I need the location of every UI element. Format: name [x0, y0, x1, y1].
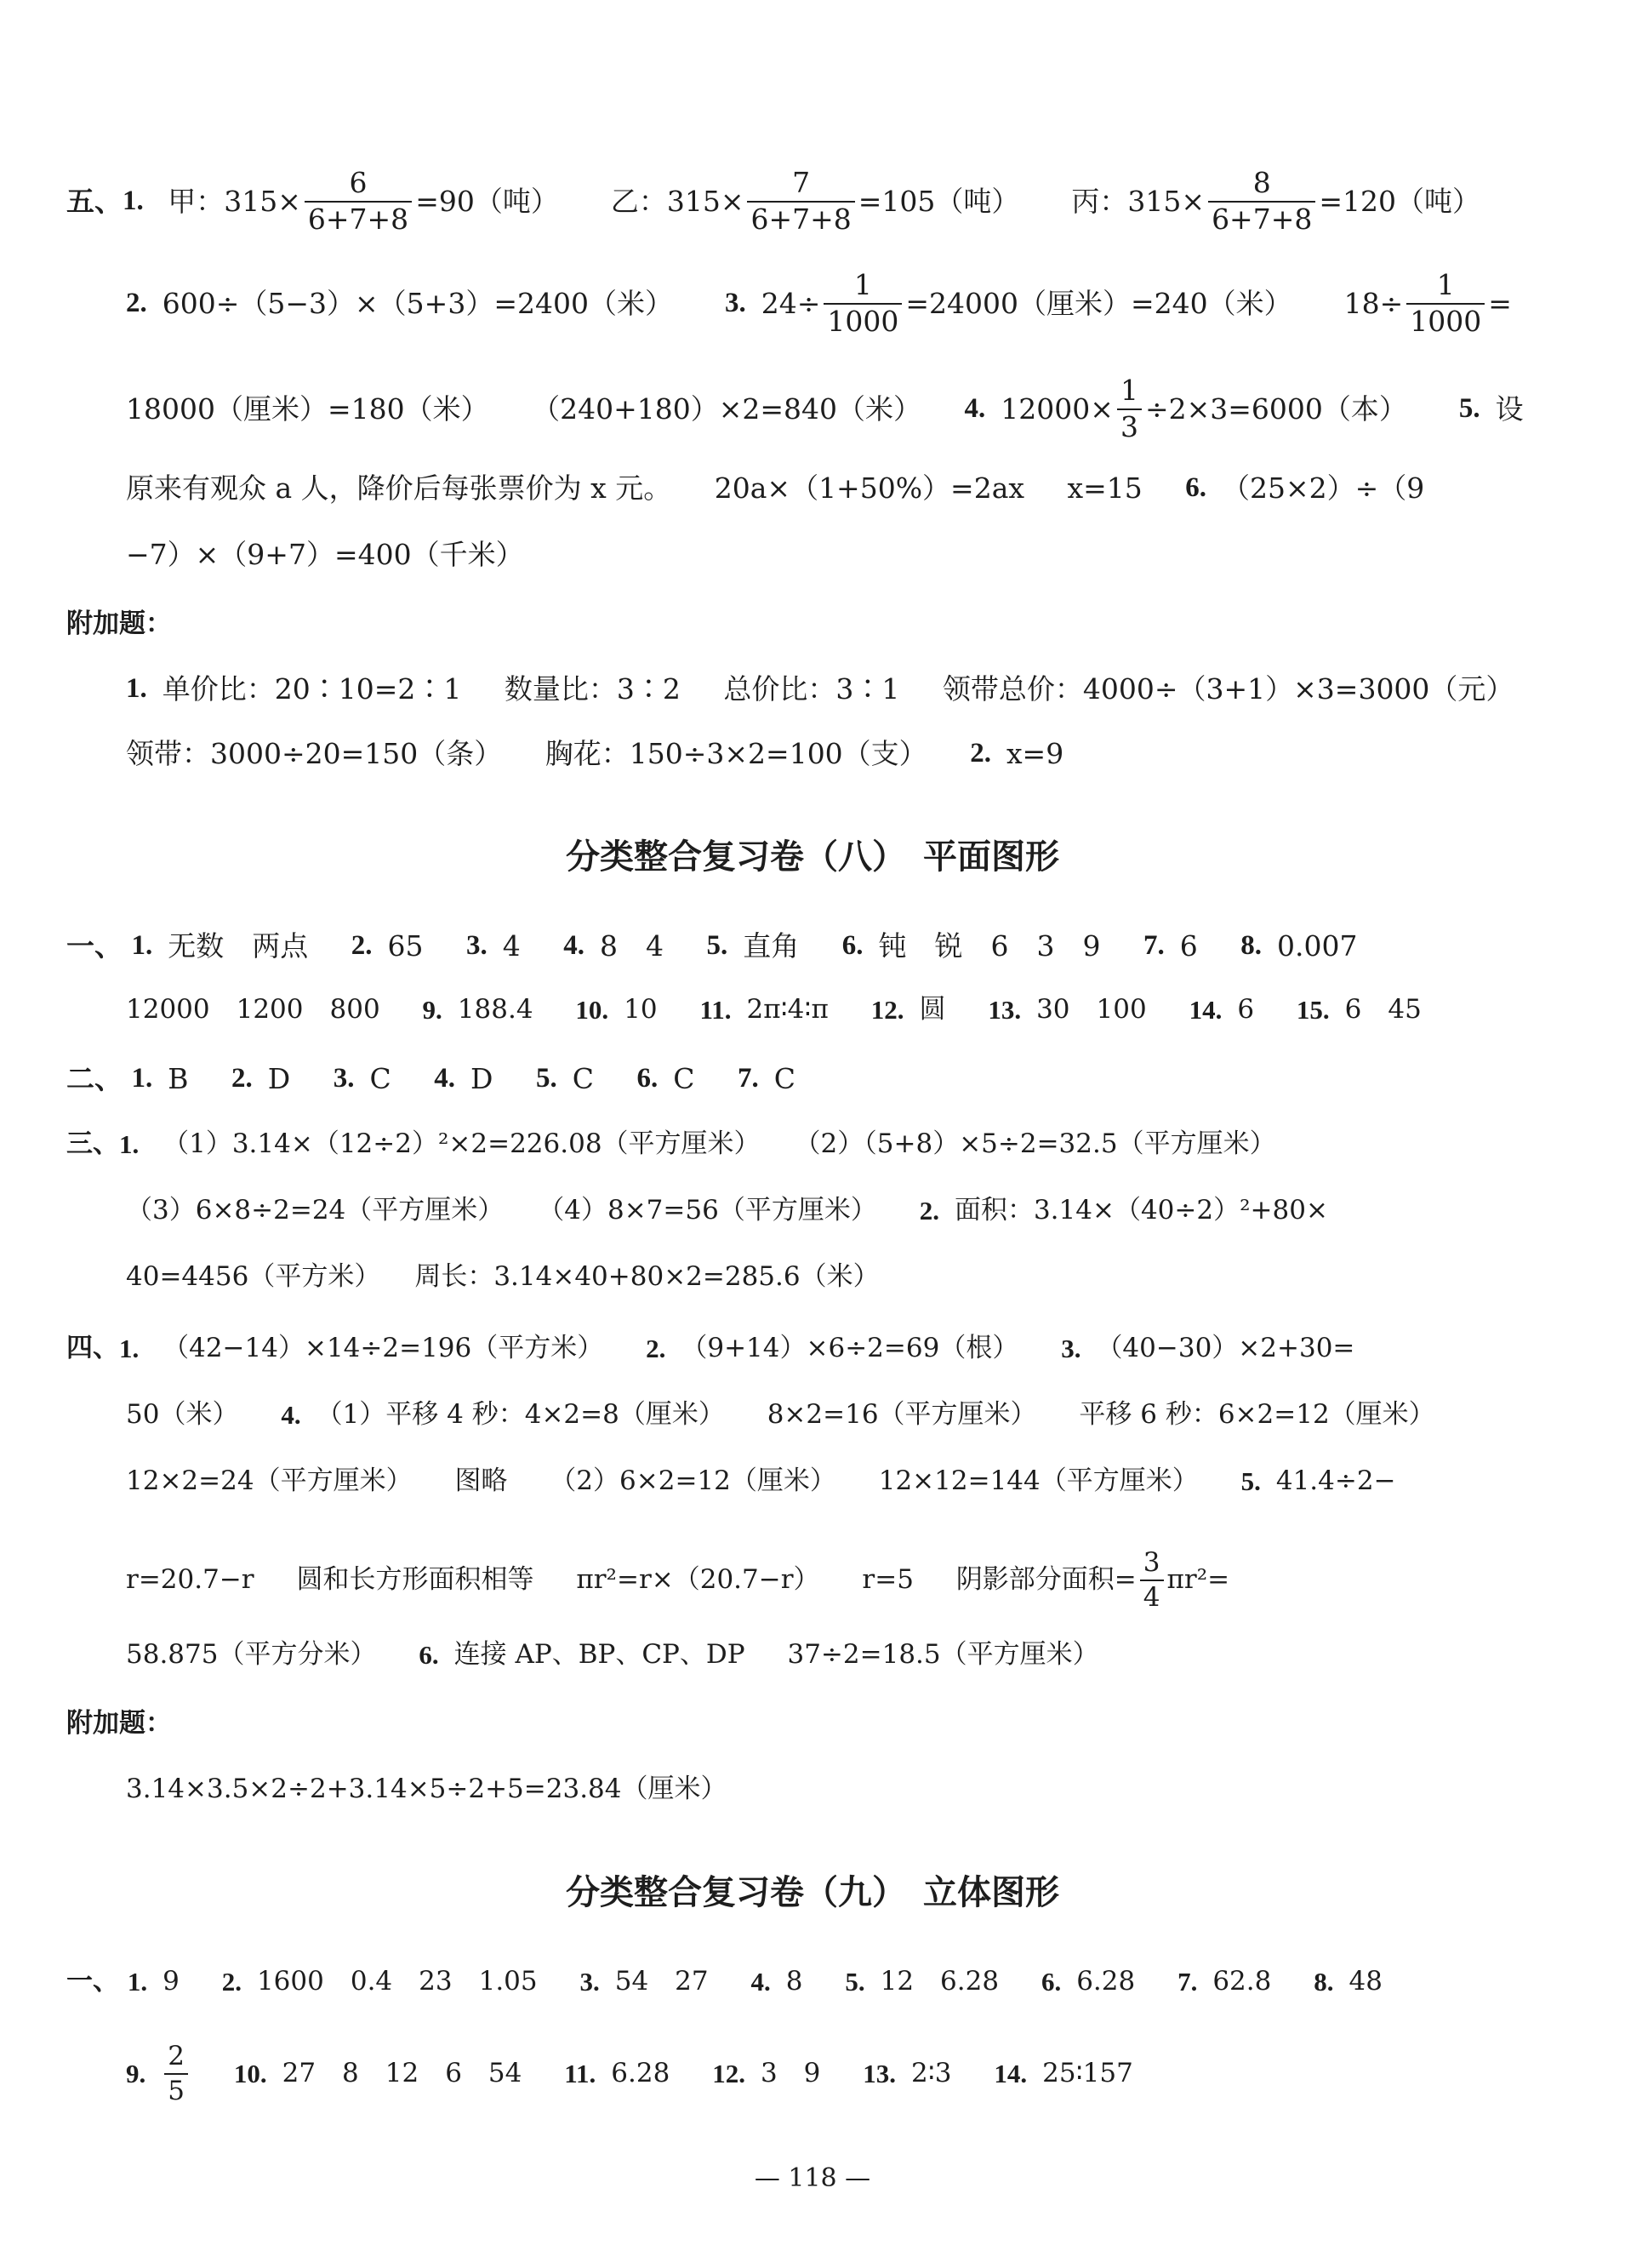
answer-text: 总价比：3∶1: [723, 671, 900, 706]
fraction: $\frac{2}{5}$: [164, 2042, 188, 2105]
section-label: 三、: [66, 1128, 119, 1159]
question-number: 1.: [126, 672, 147, 704]
answer-text: =: [1488, 287, 1512, 321]
answer-text: （240+180）×2=840（米）: [532, 392, 922, 426]
answer-text: 单价比：20∶10=2∶1: [162, 671, 462, 706]
fraction: $\frac{1}{1000}$: [1406, 271, 1485, 336]
s5-q2-q3-line: [126, 268, 1512, 338]
fraction: $\frac{3}{4}$: [1140, 1549, 1164, 1611]
s8-4-line3: 12×2=24（平方厘米） 图略 （2）6×2=12（厘米） 12×12=144（平方厘米） 5. 41.4÷2−: [126, 1465, 1396, 1496]
question-number: 2.: [126, 288, 147, 319]
extra2-line: 3.14×3.5×2÷2+3.14×5÷2+5=23.84（厘米）: [126, 1774, 727, 1804]
s8-2-line: 二、 1. B 2. D 3. C 4. D 5. C 6. C 7. C: [66, 1061, 795, 1095]
answer-text: 24÷: [761, 287, 821, 321]
answer-text: 设: [1495, 392, 1524, 426]
s8-3-line2: （3）6×8÷2=24（平方厘米） （4）8×7=56（平方厘米） 2. 面积：3.14×（40÷2）²+80×: [126, 1195, 1328, 1225]
s9-1-line2: 9. $\frac{2}{5}$ 10. 27 8 12 6 54 11. 6.28 12. 3 9 13. 2∶3 14. 25∶157: [126, 2041, 1133, 2106]
s8-4-line1: 四、1. （42−14）×14÷2=196（平方米） 2. （9+14）×6÷2=69（根） 3. （40−30）×2+30=: [66, 1333, 1355, 1363]
answer-text: 18000（厘米）=180（米）: [126, 392, 489, 426]
answer-text: 甲：315×: [168, 185, 301, 219]
s5-q3-q5-line: [126, 376, 1524, 442]
section-label: 一、: [66, 1966, 119, 1997]
section-label: 四、: [66, 1333, 119, 1363]
page-number: — 118 —: [754, 2163, 871, 2193]
answer-text: 数量比：3∶2: [504, 671, 681, 706]
section-label: 一、: [66, 928, 123, 963]
answer-text: 胸花：150÷3×2=100（支）: [545, 736, 927, 770]
answer-text: x=15: [1067, 471, 1143, 505]
s8-4-line5: 58.875（平方分米） 6. 连接 AP、BP、CP、DP 37÷2=18.5（平方厘米）: [126, 1639, 1099, 1670]
s8-4-line2: 50（米） 4. （1）平移 4 秒：4×2=8（厘米） 8×2=16（平方厘米） 平移 6 秒：6×2=12（厘米）: [126, 1399, 1435, 1430]
extra1-line2: [126, 737, 1063, 768]
answer-text: 20a×（1+50%）=2ax: [714, 471, 1024, 505]
answer-text: 丙：315×: [1071, 185, 1206, 219]
answer-text: ÷2×3=6000（本）: [1144, 392, 1407, 426]
answer-text: 乙：315×: [610, 185, 744, 219]
answer-text: =120（吨）: [1319, 185, 1480, 219]
s8-4-line4: r=20.7−r 圆和长方形面积相等 πr²=r×（20.7−r） r=5 阴影部分面积= $\frac{3}{4}$ πr²=: [126, 1547, 1230, 1613]
extra1-line1: [126, 671, 1514, 706]
fraction: $\frac{1}{3}$: [1117, 376, 1142, 442]
question-number: 3.: [724, 288, 746, 319]
answer-text: =24000（厘米）=240（米）: [905, 287, 1292, 321]
answer-text: 领带总价：4000÷（3+1）×3=3000（元）: [942, 671, 1514, 706]
question-number: 6.: [1185, 471, 1207, 503]
s8-1-line2: 12000 1200 800 9. 188.4 10. 10 11. 2π∶4∶π 12. 圆 13. 30 100 14. 6 15. 6 45: [126, 994, 1422, 1025]
answer-text: =90（吨）: [415, 185, 559, 219]
extra-label: 附加题：: [66, 608, 172, 639]
answer-text: −7）×（9+7）=400（千米）: [126, 537, 524, 571]
answer-text: =105（吨）: [858, 185, 1020, 219]
s9-1-line1: 一、 1. 9 2. 1600 0.4 23 1.05 3. 54 27 4. 8 5. 12 6.28 6. 6.28 7. 62.8 8. 48: [66, 1966, 1383, 1997]
fraction: $\frac{1}{1000}$: [824, 271, 902, 336]
question-number: 5.: [1458, 393, 1480, 425]
question-number: 1.: [123, 186, 144, 217]
s5-q1-line: [66, 166, 1480, 236]
section-label: 二、: [66, 1061, 123, 1095]
answer-text: x=9: [1006, 736, 1064, 770]
extra-label: 附加题：: [66, 1708, 172, 1739]
s8-3-line3: 40=4456（平方米） 周长：3.14×40+80×2=285.6（米）: [126, 1261, 880, 1292]
section-label: 五、: [66, 185, 123, 219]
answer-text: 12000×: [1001, 392, 1114, 426]
answer-text: 领带：3000÷20=150（条）: [126, 736, 503, 770]
s8-1-line1: 一、 1. 无数 两点 2. 65 3. 4 4. 8 4 5. 直角 6. 钝 锐 6 3 9 7. 6 8. 0.007: [66, 928, 1358, 963]
s5-q6-line: [126, 537, 524, 571]
fraction: $\frac{7}{6+7+8}$: [747, 169, 854, 234]
s8-3-line1: 三、1. （1）3.14×（12÷2）²×2=226.08（平方厘米） （2）（5+8）×5÷2=32.5（平方厘米）: [66, 1128, 1276, 1159]
section-title: 分类整合复习卷（八） 平面图形: [566, 837, 1059, 877]
section-title: 分类整合复习卷（九） 立体图形: [566, 1873, 1059, 1912]
answer-text: 18÷: [1343, 287, 1404, 321]
question-number: 2.: [970, 737, 991, 768]
fraction: $\frac{6}{6+7+8}$: [305, 169, 412, 234]
answer-text: （25×2）÷（9: [1222, 471, 1425, 505]
answer-text: 600÷（5−3）×（5+3）=2400（米）: [162, 287, 673, 321]
fraction: $\frac{8}{6+7+8}$: [1208, 169, 1315, 234]
s5-q5-q6-line: [126, 471, 1425, 505]
answer-text: 原来有观众 a 人，降价后每张票价为 x 元。: [126, 471, 672, 505]
question-number: 4.: [964, 393, 986, 425]
